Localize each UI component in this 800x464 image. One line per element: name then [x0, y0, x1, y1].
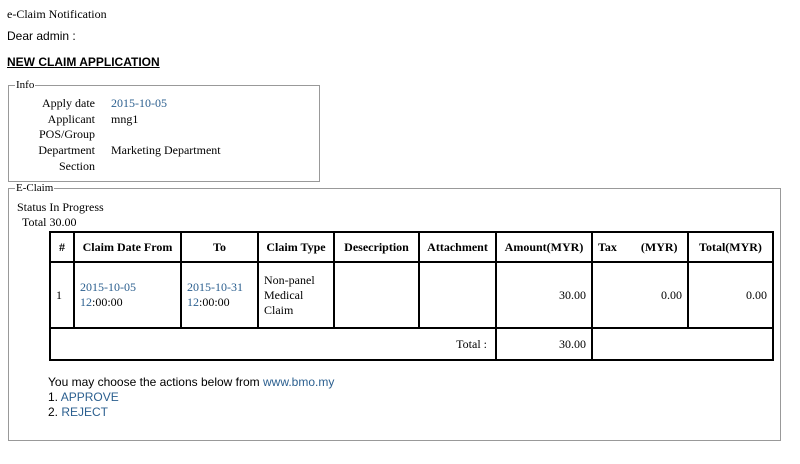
eclaim-legend: E-Claim	[16, 182, 54, 194]
row-attachment	[419, 262, 496, 328]
row-total: 0.00	[688, 262, 773, 328]
col-header-number: #	[50, 232, 74, 262]
row-from-cell	[74, 262, 181, 328]
applicant-row	[0, 111, 800, 127]
col-header-attachment: Attachment	[419, 232, 496, 262]
col-header-claim-date-from: Claim Date From	[74, 232, 181, 262]
col-header-total: Total(MYR)	[688, 232, 773, 262]
total-amount: 30.00	[496, 328, 592, 360]
applicant-value: mng1	[111, 112, 139, 126]
row-from-time-rest: :00:00	[92, 295, 123, 309]
row-number: 1	[50, 262, 74, 328]
apply-date-row	[0, 95, 800, 111]
total-label: Total :	[50, 328, 496, 360]
approve-prefix: 1.	[48, 390, 61, 404]
info-legend: Info	[16, 79, 35, 91]
row-from-time-hour[interactable]: 12	[80, 295, 92, 309]
col-header-claim-type: Claim Type	[258, 232, 334, 262]
col-header-to: To	[181, 232, 258, 262]
site-link[interactable]: www.bmo.my	[263, 375, 335, 389]
row-tax: 0.00	[592, 262, 688, 328]
table-total-row	[50, 328, 773, 360]
row-description	[334, 262, 419, 328]
reject-line	[48, 405, 334, 420]
actions-intro: You may choose the actions below from	[48, 375, 264, 389]
pos-row	[0, 126, 800, 142]
apply-date-value[interactable]: 2015-10-05	[111, 96, 167, 110]
reject-link[interactable]: REJECT	[61, 405, 109, 419]
row-amount: 30.00	[496, 262, 592, 328]
actions-intro-line	[48, 375, 334, 390]
claims-table	[49, 231, 774, 361]
table-header-row	[50, 232, 773, 262]
applicant-label: Applicant	[47, 112, 95, 126]
row-to-date[interactable]: 2015-10-31	[187, 280, 243, 294]
apply-date-label: Apply date	[42, 96, 95, 110]
table-row	[50, 262, 773, 328]
actions-block	[48, 375, 334, 420]
greeting-text: Dear admin :	[7, 29, 76, 43]
section-label: Section	[59, 159, 95, 173]
tax-header-text: Tax (MYR)	[598, 239, 678, 254]
col-header-description: Desecription	[334, 232, 419, 262]
row-from-date[interactable]: 2015-10-05	[80, 280, 136, 294]
email-title: e-Claim Notification	[7, 7, 107, 21]
col-header-tax	[592, 232, 688, 262]
col-header-amount: Amount(MYR)	[496, 232, 592, 262]
row-claim-type: Non-panel Medical Claim	[258, 262, 334, 328]
row-to-time-rest: :00:00	[199, 295, 230, 309]
pos-label: POS/Group	[38, 127, 95, 141]
total-empty-cell	[592, 328, 773, 360]
approve-line	[48, 390, 334, 405]
claim-total-summary: Total 30.00	[22, 215, 77, 229]
approve-link[interactable]: APPROVE	[60, 390, 119, 404]
row-to-cell	[181, 262, 258, 328]
department-label: Department	[38, 143, 95, 157]
section-row	[0, 158, 800, 174]
row-to-time-hour[interactable]: 12	[187, 295, 199, 309]
claim-status: Status In Progress	[17, 200, 104, 214]
reject-prefix: 2.	[48, 405, 62, 419]
department-value: Marketing Department	[111, 143, 221, 157]
page-title: NEW CLAIM APPLICATION	[7, 55, 160, 69]
department-row	[0, 142, 800, 158]
